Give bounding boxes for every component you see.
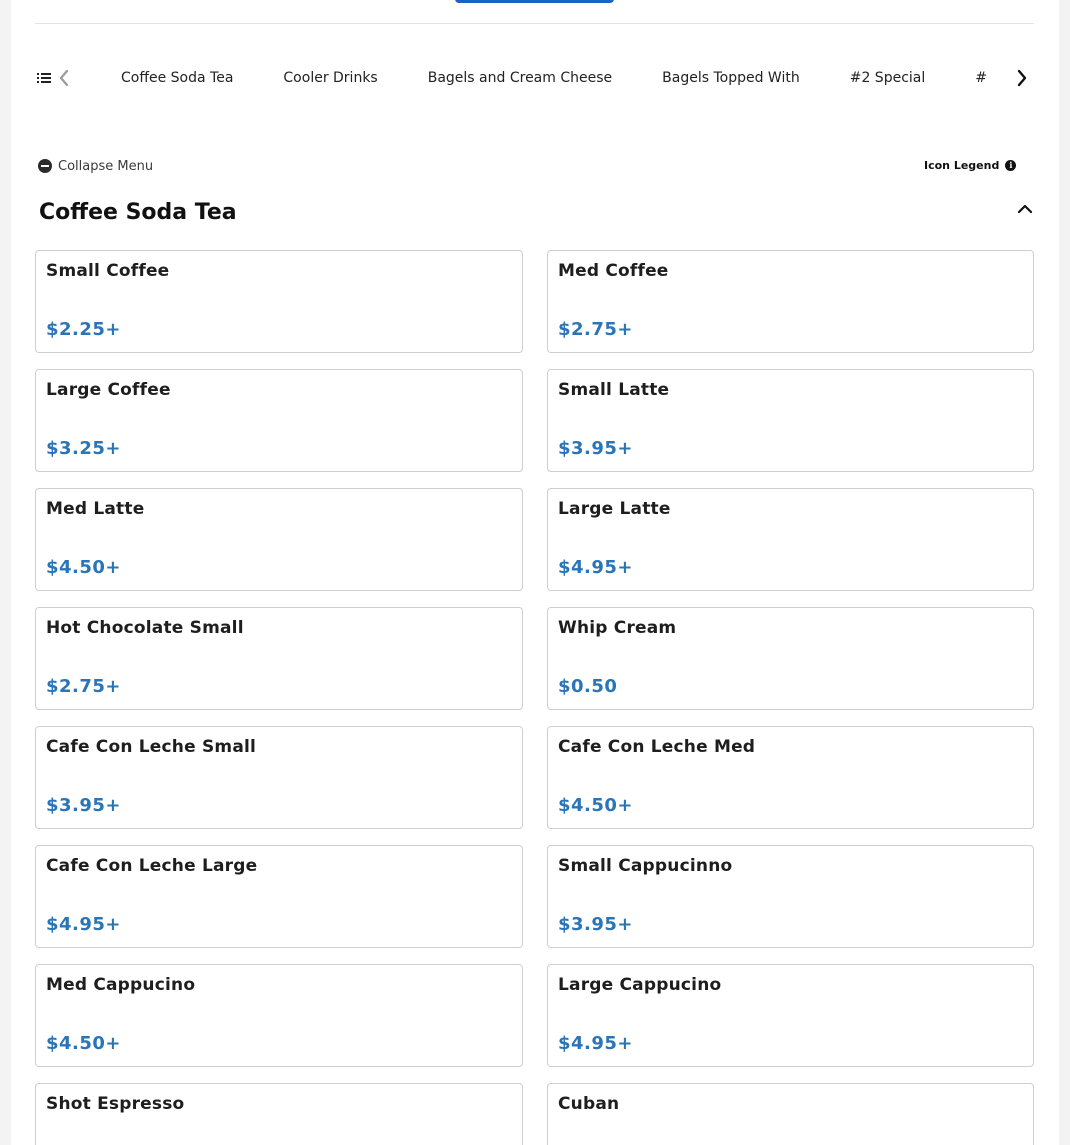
minus-circle-icon (38, 159, 52, 173)
item-price: $4.50+ (46, 557, 122, 578)
menu-item-card[interactable] (35, 964, 523, 1067)
item-name: Cuban (558, 1094, 620, 1114)
item-name: Med Coffee (558, 261, 669, 281)
item-name: Cafe Con Leche Large (46, 856, 258, 876)
item-price: $4.50+ (46, 1033, 122, 1054)
menu-item-card[interactable] (35, 1083, 523, 1145)
item-name: Small Cappucinno (558, 856, 733, 876)
category-nav (35, 58, 1034, 98)
menu-item-card[interactable] (35, 488, 523, 591)
menu-item-card[interactable] (547, 726, 1034, 829)
item-price: $3.25+ (46, 438, 122, 459)
item-price: $2.75+ (558, 319, 634, 340)
menu-item-card[interactable] (547, 250, 1034, 353)
item-name: Large Latte (558, 499, 671, 519)
menu-item-card[interactable] (35, 369, 523, 472)
tab-bagels-topped-with[interactable]: Bagels Topped With (662, 70, 800, 86)
item-name: Small Coffee (46, 261, 170, 281)
section-title: Coffee Soda Tea (39, 200, 237, 225)
item-name: Shot Espresso (46, 1094, 185, 1114)
menu-item-card[interactable] (35, 250, 523, 353)
menu-item-card[interactable] (547, 964, 1034, 1067)
item-price: $3.95+ (558, 438, 634, 459)
item-name: Cafe Con Leche Small (46, 737, 257, 757)
item-name: Hot Chocolate Small (46, 618, 244, 638)
tab-next-category[interactable]: # (975, 70, 987, 86)
category-tabs (95, 58, 993, 98)
menu-item-card[interactable] (547, 488, 1034, 591)
tab-coffee-soda-tea[interactable]: Coffee Soda Tea (121, 70, 234, 86)
tab-cooler-drinks[interactable]: Cooler Drinks (283, 70, 378, 86)
tab-2-special[interactable]: #2 Special (849, 70, 926, 86)
item-price: $3.95+ (558, 914, 634, 935)
item-price: $2.25+ (46, 319, 122, 340)
list-icon[interactable] (37, 70, 51, 84)
info-icon: i (1005, 160, 1016, 171)
item-name: Med Cappucino (46, 975, 196, 995)
tab-bagels-cream-cheese[interactable]: Bagels and Cream Cheese (427, 70, 613, 86)
item-price: $4.95+ (46, 914, 122, 935)
item-price: $0.50 (558, 676, 618, 697)
chevron-up-icon[interactable] (1016, 200, 1034, 218)
item-name: Whip Cream (558, 618, 677, 638)
menu-item-card[interactable] (35, 845, 523, 948)
menu-item-card[interactable] (547, 845, 1034, 948)
menu-item-card[interactable] (547, 369, 1034, 472)
item-price: $2.75+ (46, 676, 122, 697)
item-price: $4.95+ (558, 557, 634, 578)
item-name: Large Cappucino (558, 975, 722, 995)
menu-item-card[interactable] (35, 726, 523, 829)
item-price: $4.50+ (558, 795, 634, 816)
icon-legend-button[interactable] (924, 157, 1016, 173)
collapse-menu-label: Collapse Menu (58, 158, 154, 174)
icon-legend-label: Icon Legend (924, 158, 1000, 172)
item-price: $3.95+ (46, 795, 122, 816)
item-name: Large Coffee (46, 380, 171, 400)
item-name: Med Latte (46, 499, 145, 519)
menu-item-grid (35, 250, 1034, 1145)
collapse-menu-button[interactable] (38, 157, 153, 175)
top-action-button[interactable] (455, 0, 614, 3)
menu-item-card[interactable] (35, 607, 523, 710)
item-name: Small Latte (558, 380, 670, 400)
divider (35, 23, 1034, 24)
chevron-left-icon[interactable] (57, 69, 71, 87)
menu-item-card[interactable] (547, 1083, 1034, 1145)
item-price: $4.95+ (558, 1033, 634, 1054)
chevron-right-icon[interactable] (1015, 69, 1029, 87)
item-name: Cafe Con Leche Med (558, 737, 756, 757)
menu-item-card[interactable] (547, 607, 1034, 710)
menu-page (11, 0, 1059, 1145)
